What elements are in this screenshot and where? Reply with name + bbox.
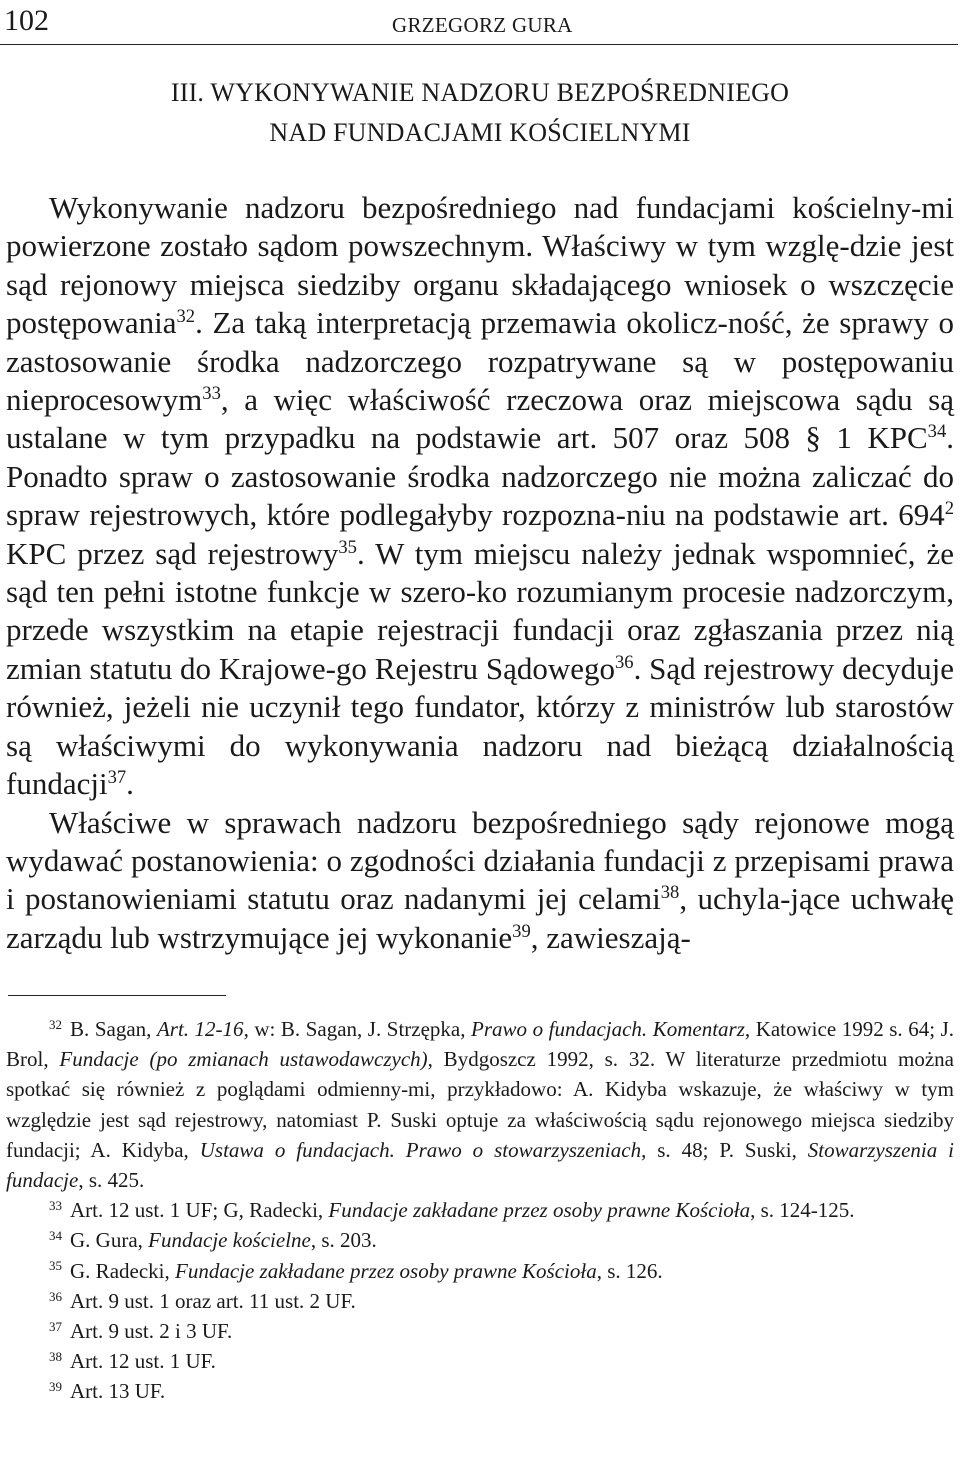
text-run: . [126,766,134,802]
italic-title: Stowarzyszenia i fundacje [6,1137,955,1193]
text-run: , uchyla-jące uchwałę zarządu lub wstrzymujące jej wykonanie [6,881,955,955]
text-run: Art. 12 ust. 1 UF. [70,1349,216,1374]
footnote-number: 39 [49,1379,63,1395]
footnote-ref-36: 36 [614,651,634,673]
footnote-number: 36 [49,1288,63,1304]
footnote-separator [8,995,226,996]
footnote-ref-33: 33 [202,382,221,404]
footnote-33 [6,1195,954,1225]
article-superscript: 2 [944,498,954,520]
footnotes [6,1014,954,1407]
text-run: . W tym miejscu należy jednak wspomnieć, że sąd ten pełni istotne funkcje w szero-ko rozumianym procesie nadzorczym, przede wszystkim na etapie rejestracji fundacji oraz zgłaszania przez nią zmian statutu do Krajowe-go Rejestru Sądowego [6,535,954,686]
footnote-ref-32: 32 [176,306,196,328]
text-run: , s. 124-125. [750,1198,855,1223]
italic-title: Ustawa o fundacjach. Prawo o stowarzyszeniach [199,1137,642,1162]
footnote-number: 38 [49,1349,63,1365]
footnote-38 [6,1346,954,1376]
footnote-number: 34 [49,1228,63,1244]
footnote-number: 33 [49,1198,63,1214]
text-run: Art. 9 ust. 1 oraz art. 11 ust. 2 UF. [70,1288,356,1313]
footnote-36 [6,1286,954,1316]
text-run: , s. 126. [596,1258,663,1283]
text-run: Art. 9 ust. 2 i 3 UF. [70,1319,233,1344]
text-run: , Katowice 1992 s. 64; J. Brol, [6,1017,955,1072]
italic-title: Art. 12-16 [156,1017,244,1041]
text-run: , zawieszają- [530,919,691,955]
footnote-ref-38: 38 [660,882,680,904]
text-run: G. Radecki, [70,1258,175,1283]
text-run: , s. 48; P. Suski, [641,1137,808,1162]
page-number: 102 [4,4,49,37]
italic-title: Prawo o fundacjach. Komentarz [471,1017,745,1041]
italic-title: Fundacje kościelne [148,1228,311,1253]
section-title-line-2: NAD FUNDACJAMI KOŚCIELNYMI [269,118,691,147]
footnote-35 [6,1256,954,1286]
text-run: , w: B. Sagan, J. Strzępka, [243,1017,472,1041]
section-title-line-1: III. WYKONYWANIE NADZORU BEZPOŚREDNIEGO [170,78,790,107]
footnote-number: 37 [49,1318,63,1334]
text-run: . Ponadto spraw o zastosowanie środka nadzorczego nie można zaliczać do spraw rejestrowych, które podlegałyby rozpozna-niu na podstawie art. 694 [6,420,954,533]
footnote-number: 32 [49,1016,63,1032]
italic-title: Fundacje zakładane przez osoby prawne Kościoła [175,1258,597,1283]
text-run: . Sąd rejestrowy decyduje również, jeżeli nie uczynił tego fundator, którzy z ministrów lub starostów są właściwymi do wykonywania nadzoru nad bieżącą działalnością fundacji [6,650,954,802]
footnote-number: 35 [49,1258,63,1274]
paragraph-1 [6,189,954,804]
text-run: , s. 203. [310,1228,377,1253]
text-run: KPC przez sąd rejestrowy [6,535,339,571]
text-run: . Za taką interpretacją przemawia okolicz-ność, że sprawy o zastosowanie środka nadzorczego rozpatrywane są w postępowaniu nieprocesowym [6,305,954,418]
footnote-ref-34: 34 [927,421,947,443]
text-run: , a więc właściwość rzeczowa oraz miejscowa sądu są ustalane w tym przypadku na podstawie art. 507 oraz 508 § 1 KPC [6,382,954,456]
italic-title: Fundacje zakładane przez osoby prawne Kościoła [328,1198,751,1223]
text-run: B. Sagan, [70,1017,157,1041]
italic-title: Fundacje (po zmianach ustawodawczych) [59,1047,428,1072]
paragraph-2 [6,804,954,958]
text-run: Właściwe w sprawach nadzoru bezpośredniego sądy rejonowe mogą wydawać postanowienia: o zgodności działania fundacji z przepisami prawa i postanowieniami statutu oraz nadanymi jej celami [6,804,954,917]
text-run: G. Gura, [70,1228,149,1253]
text-run: , s. 425. [78,1168,145,1193]
footnote-ref-37: 37 [107,766,127,788]
footnote-37 [6,1316,954,1346]
footnote-32 [6,1014,954,1195]
text-run: , Bydgoszcz 1992, s. 32. W literaturze przedmiotu można spotkać się również z poglądami odmienny-mi, przykładowo: A. Kidyba wskazuje, że właściwy w tym względzie jest sąd rejestrowy, natomiast P. Suski optuje za właściwością sądu rejonowego miejsca siedziby fundacji; A. Kidyba, [6,1047,954,1162]
text-run: Art. 13 UF. [70,1379,166,1404]
text-run: Wykonywanie nadzoru bezpośredniego nad fundacjami kościelny-mi powierzone zostało sądom powszechnym. Właściwy w tym wzglę-dzie jest sąd rejonowy miejsca siedziby organu składającego wniosek o wszczęcie postępowania [6,190,954,341]
footnote-39 [6,1376,954,1406]
text-run: Art. 12 ust. 1 UF; G, Radecki, [70,1198,329,1223]
footnote-34 [6,1225,954,1255]
running-head-author: GRZEGORZ GURA [392,13,573,37]
footnote-ref-35: 35 [338,536,357,558]
footnote-ref-39: 39 [512,920,531,942]
running-header [0,4,958,45]
body-text [6,189,954,957]
